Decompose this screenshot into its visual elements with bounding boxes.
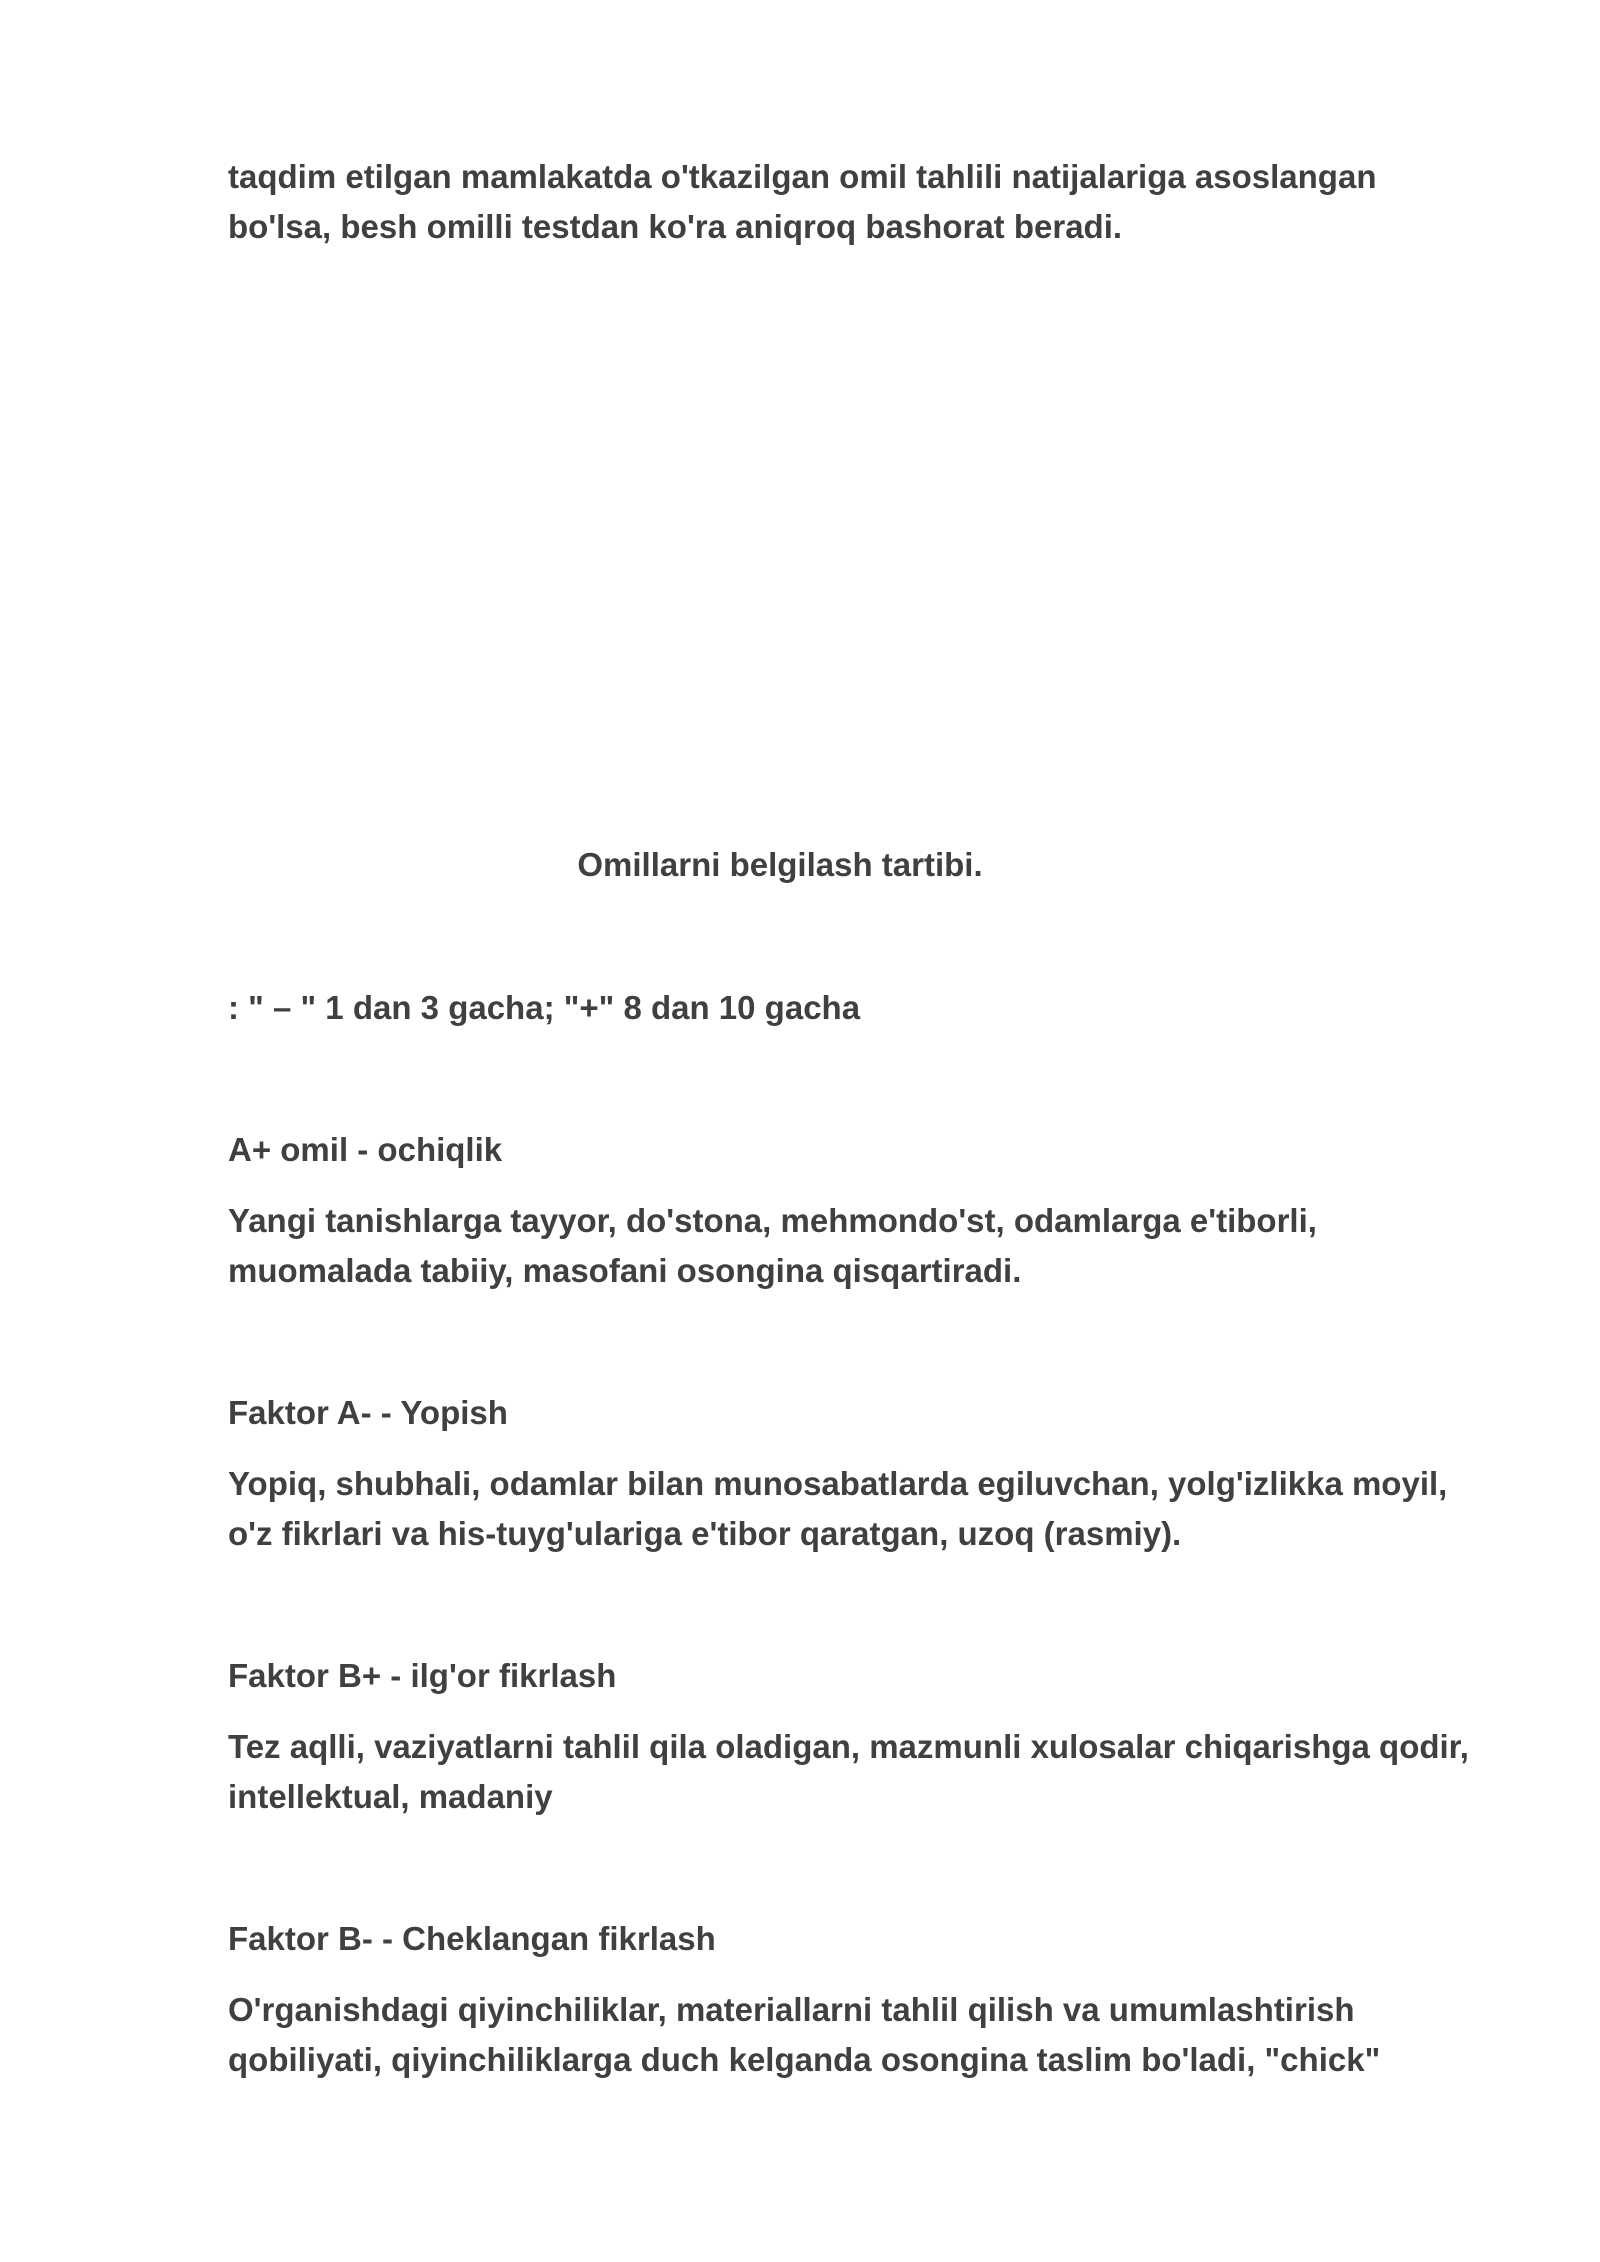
factor-title: Faktor A- - Yopish bbox=[228, 1394, 508, 1431]
factor-title: Faktor B+ - ilg'or fikrlash bbox=[228, 1657, 617, 1694]
factor-description: Tez aqlli, vaziyatlarni tahlil qila oladigan, mazmunli xulosalar chiqarishga qodir, intellektual, madaniy bbox=[228, 1728, 1469, 1815]
scale-note: : " – " 1 dan 3 gacha; "+" 8 dan 10 gacha bbox=[228, 989, 861, 1026]
section-title: Omillarni belgilash tartibi. bbox=[577, 846, 983, 883]
factor-description: Yopiq, shubhali, odamlar bilan munosabatlarda egiluvchan, yolg'izlikka moyil, o'z fikrlari va his-tuyg'ulariga e'tibor qaratgan, uzoq (rasmiy). bbox=[228, 1465, 1448, 1552]
factor-title: A+ omil - ochiqlik bbox=[228, 1131, 503, 1168]
intro-paragraph: taqdim etilgan mamlakatda o'tkazilgan omil tahlili natijalariga asoslangan bo'lsa, besh omilli testdan ko'ra aniqroq bashorat beradi. bbox=[228, 158, 1377, 245]
factor-title: Faktor B- - Cheklangan fikrlash bbox=[228, 1920, 716, 1957]
factor-description: O'rganishdagi qiyinchiliklar, materiallarni tahlil qilish va umumlashtirish qobiliyati, qiyinchiliklarga duch kelganda osongina taslim bo'ladi, "chick" bbox=[228, 1991, 1381, 2078]
factor-description: Yangi tanishlarga tayyor, do'stona, mehmondo'st, odamlarga e'tiborli, muomalada tabiiy, masofani osongina qisqartiradi. bbox=[228, 1202, 1317, 1289]
